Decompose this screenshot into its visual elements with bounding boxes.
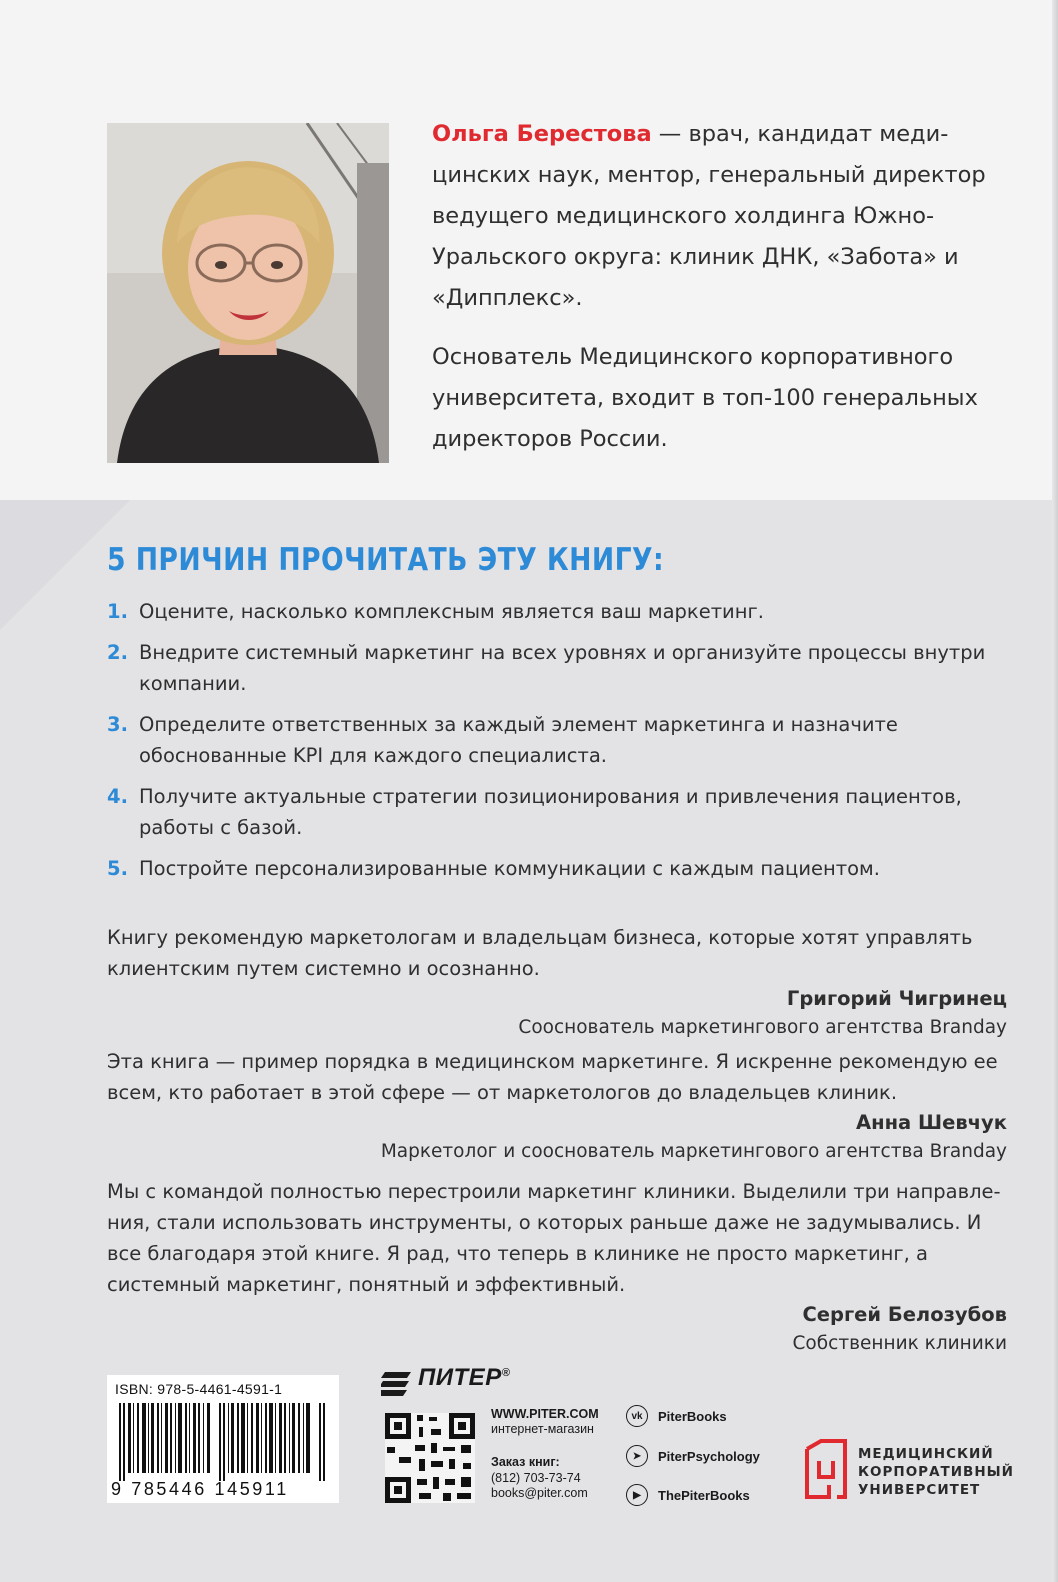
reason-text: Оцените, насколько комплексным является ваш маркетинг. [139, 600, 764, 623]
quote-author-role: Сооснователь маркетингового агентства Branday [518, 1017, 1007, 1038]
registered-mark: ® [501, 1367, 511, 1379]
vk-icon: vk [626, 1405, 648, 1427]
bio-line1-rest: — врач, кандидат меди- [651, 121, 949, 147]
university-name-line1: МЕДИЦИНСКИЙ [858, 1446, 994, 1462]
quote-text: Мы с командой полностью перестроили маркетинг клиники. Выделили три направле-ния, стали использовать инструменты, о которых раньше даже не задумывались. И все благодаря этой книге. Я рад, что теперь в клинике не просто маркетинг, а системный маркетинг, понятный и эффективный. [107, 1180, 1001, 1296]
reason-text: Получите актуальные стратегии позиционирования и привлечения пациентов, работы с базой. [139, 785, 962, 839]
reason-number: 2. [107, 641, 128, 664]
quote-block [107, 922, 1007, 1042]
bio-paragraph-1 [432, 114, 1012, 319]
reason-number: 5. [107, 857, 128, 880]
quote-author-role: Маркетолог и сооснователь маркетингового агентства Branday [380, 1141, 1007, 1162]
isbn-label: ISBN: 978-5-4461-4591-1 [115, 1381, 283, 1397]
bio-paragraph-2: Основатель Медицинского корпоративного университета, входит в топ-100 генеральных директоров России. [432, 344, 978, 452]
university-name-line3: УНИВЕРСИТЕТ [858, 1482, 981, 1498]
reason-item [107, 781, 1007, 843]
play-icon: ▶ [626, 1484, 648, 1506]
order-email[interactable]: books@piter.com [491, 1486, 588, 1500]
order-phone: (812) 703-73-74 [491, 1470, 581, 1485]
order-label: Заказ книг: [491, 1455, 560, 1469]
university-name [858, 1445, 1014, 1499]
reason-text: Постройте персонализированные коммуникации с каждым пациентом. [139, 857, 880, 880]
author-photo [107, 123, 389, 463]
reasons-title: 5 ПРИЧИН ПРОЧИТАТЬ ЭТУ КНИГУ: [107, 542, 665, 578]
telegram-icon: ➤ [626, 1445, 648, 1467]
university-name-line2: КОРПОРАТИВНЫЙ [858, 1464, 1014, 1480]
quote-text: Книгу рекомендую маркетологам и владельцам бизнеса, которые хотят управлять клиентским путем системно и осознанно. [107, 926, 973, 980]
barcode-icon [117, 1403, 329, 1481]
social-label: PiterBooks [658, 1408, 727, 1424]
bio-rest: цинских наук, ментор, генеральный директор ведущего медицинского холдинга Южно-Уральского округа: клиник ДНК, «Забота» и «Дипплекс». [432, 162, 986, 311]
quote-author: Анна Шевчук [856, 1111, 1007, 1134]
author-name: Ольга Берестова [432, 121, 652, 147]
quote-author: Григорий Чигринец [786, 987, 1007, 1010]
publisher-name [418, 1364, 510, 1392]
shop-info [491, 1407, 599, 1437]
reason-number: 3. [107, 713, 128, 736]
isbn-barcode-box [107, 1375, 339, 1503]
reason-text: Определите ответственных за каждый элемент маркетинга и назначите обоснованные KPI для каждого специалиста. [139, 713, 898, 767]
reasons-list [107, 596, 1007, 894]
qr-code-icon [385, 1413, 475, 1503]
quote-block [107, 1046, 1007, 1166]
publisher-name-text: ПИТЕР [418, 1364, 502, 1391]
quote-block [107, 1176, 1007, 1358]
quote-author: Сергей Белозубов [802, 1303, 1007, 1326]
social-telegram[interactable] [626, 1445, 760, 1467]
social-label: ThePiterBooks [658, 1487, 750, 1503]
cover-edge [1052, 0, 1058, 1582]
university-logo-icon [803, 1439, 849, 1501]
order-info [491, 1455, 588, 1502]
quote-author-role: Собственник клиники [792, 1333, 1007, 1354]
social-vk[interactable] [626, 1405, 727, 1427]
reason-number: 4. [107, 785, 128, 808]
reason-text: Внедрите системный маркетинг на всех уровнях и организуйте процессы внутри компании. [139, 641, 986, 695]
reason-item [107, 709, 1007, 771]
author-bio [432, 114, 1012, 478]
reason-item [107, 637, 1007, 699]
barcode-digits: 9 785446 145911 [111, 1479, 289, 1499]
quote-text: Эта книга — пример порядка в медицинском маркетинге. Я искренне рекомендую ее всем, кто работает в этой сфере — от маркетологов до владельцев клиник. [107, 1050, 998, 1104]
social-label: PiterPsychology [658, 1448, 760, 1464]
reason-item [107, 853, 1007, 884]
site-caption: интернет-магазин [491, 1422, 594, 1436]
publisher-site-link[interactable]: WWW.PITER.COM [491, 1407, 599, 1421]
reason-item [107, 596, 1007, 627]
reason-number: 1. [107, 600, 128, 623]
social-youtube[interactable] [626, 1484, 750, 1506]
